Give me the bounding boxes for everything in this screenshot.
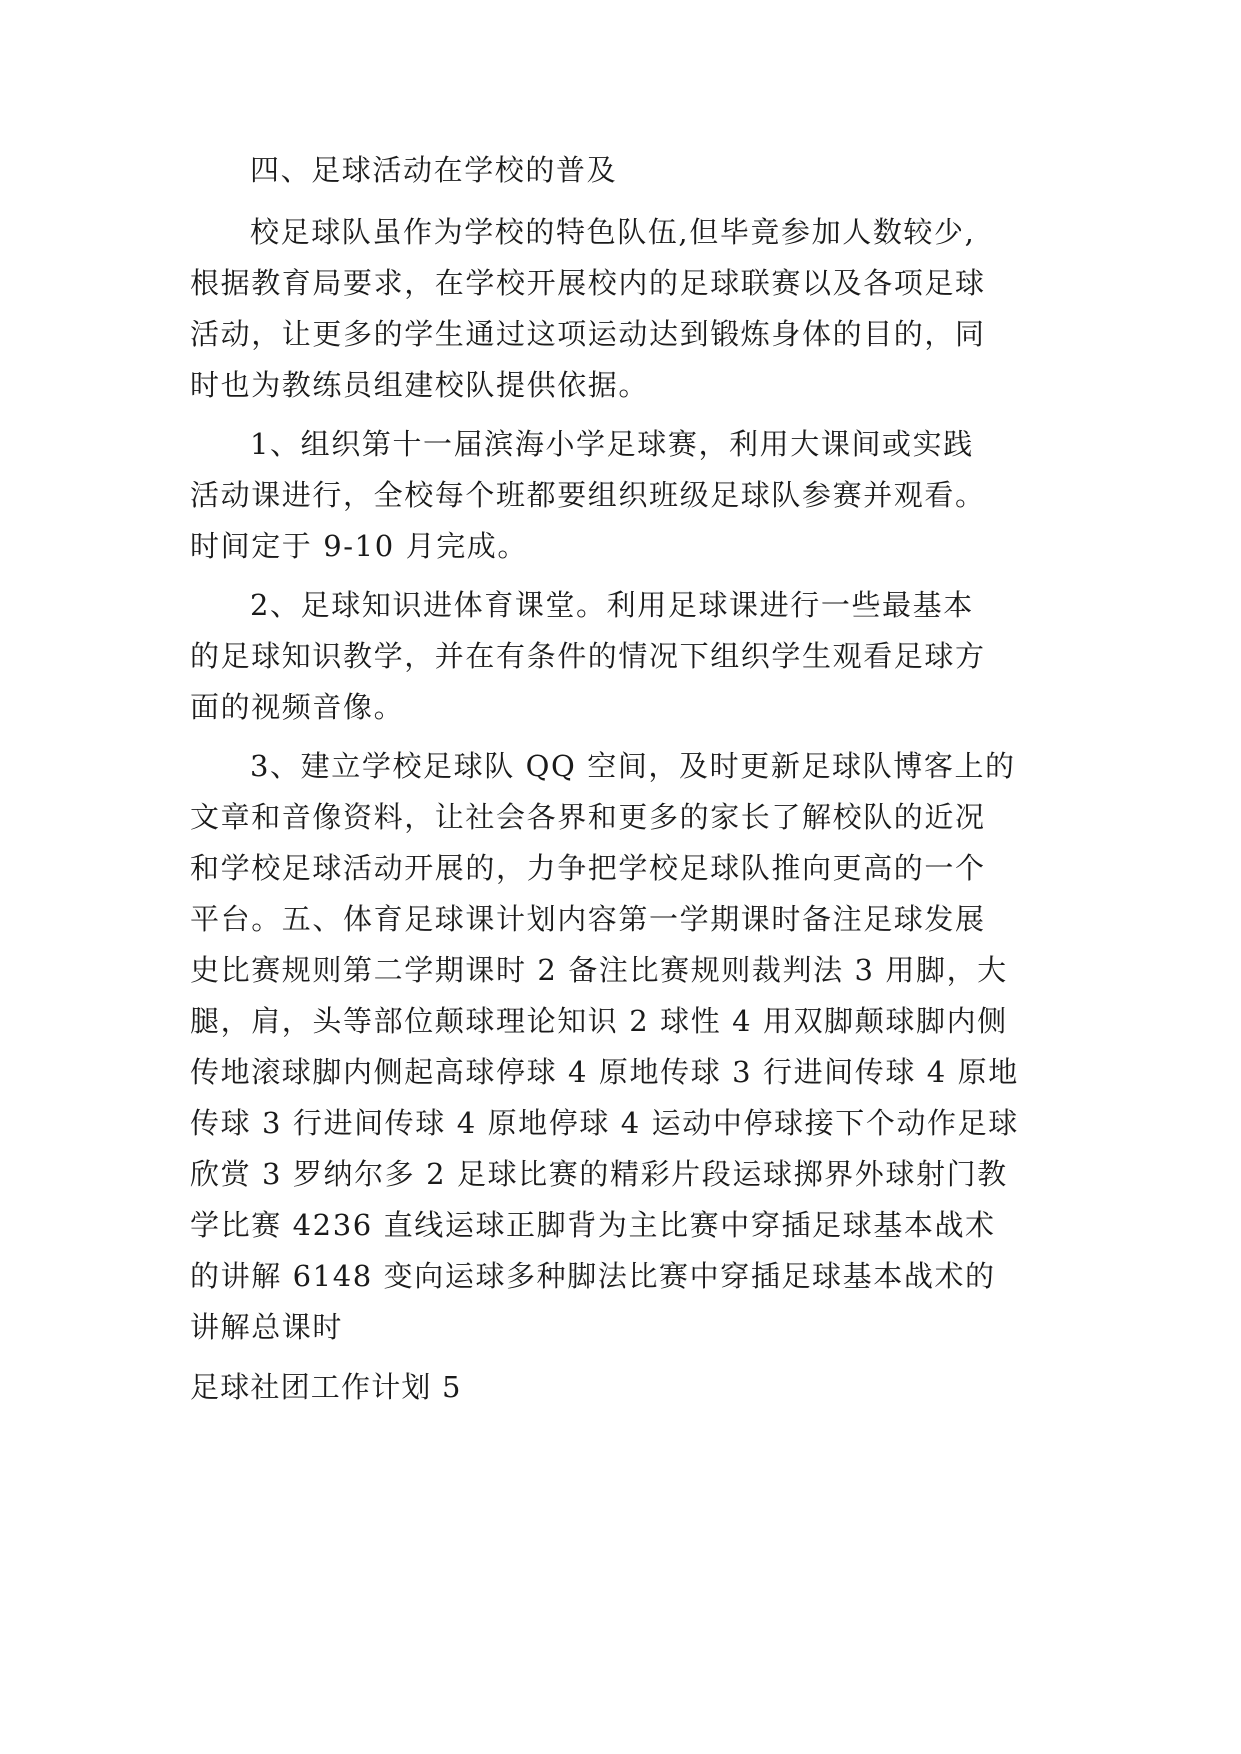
paragraph-line: 1、组织第十一届滨海小学足球赛，利用大课间或实践: [250, 427, 974, 461]
paragraph-line: 2、足球知识进体育课堂。利用足球课进行一些最基本: [250, 588, 974, 622]
paragraph-line: 平台。五、体育足球课计划内容第一学期课时备注足球发展: [190, 902, 986, 936]
paragraph-line: 校足球队虽作为学校的特色队伍,但毕竟参加人数较少,: [250, 215, 976, 249]
paragraph-line: 的讲解 6148 变向运球多种脚法比赛中穿插足球基本战术的: [190, 1259, 996, 1293]
paragraph-line: 和学校足球活动开展的，力争把学校足球队推向更高的一个: [190, 851, 986, 885]
paragraph-line: 腿，肩，头等部位颠球理论知识 2 球性 4 用双脚颠球脚内侧: [190, 1004, 1008, 1038]
paragraph-line: 史比赛规则第二学期课时 2 备注比赛规则裁判法 3 用脚，大: [190, 953, 1008, 987]
paragraph-line: 的足球知识教学，并在有条件的情况下组织学生观看足球方: [190, 639, 986, 673]
paragraph-line: 文章和音像资料，让社会各界和更多的家长了解校队的近况: [190, 800, 986, 834]
paragraph-line: 3、建立学校足球队 QQ 空间，及时更新足球队博客上的: [250, 749, 1016, 783]
paragraph-line: 学比赛 4236 直线运球正脚背为主比赛中穿插足球基本战术: [190, 1208, 996, 1242]
paragraph-line: 根据教育局要求，在学校开展校内的足球联赛以及各项足球: [190, 266, 986, 300]
paragraph-line: 欣赏 3 罗纳尔多 2 足球比赛的精彩片段运球掷界外球射门教: [190, 1157, 1008, 1191]
paragraph-line: 传球 3 行进间传球 4 原地停球 4 运动中停球接下个动作足球: [190, 1106, 1019, 1140]
footer-title: 足球社团工作计划 5: [190, 1370, 462, 1404]
section-heading: 四、足球活动在学校的普及: [250, 153, 618, 187]
paragraph-line: 活动课进行，全校每个班都要组织班级足球队参赛并观看。: [190, 478, 986, 512]
paragraph-line: 时间定于 9-10 月完成。: [190, 529, 528, 563]
paragraph-line: 面的视频音像。: [190, 690, 405, 724]
paragraph-line: 时也为教练员组建校队提供依据。: [190, 368, 650, 402]
paragraph-line: 讲解总课时: [190, 1310, 344, 1344]
paragraph-line: 传地滚球脚内侧起高球停球 4 原地传球 3 行进间传球 4 原地: [190, 1055, 1019, 1089]
paragraph-line: 活动，让更多的学生通过这项运动达到锻炼身体的目的，同: [190, 317, 986, 351]
